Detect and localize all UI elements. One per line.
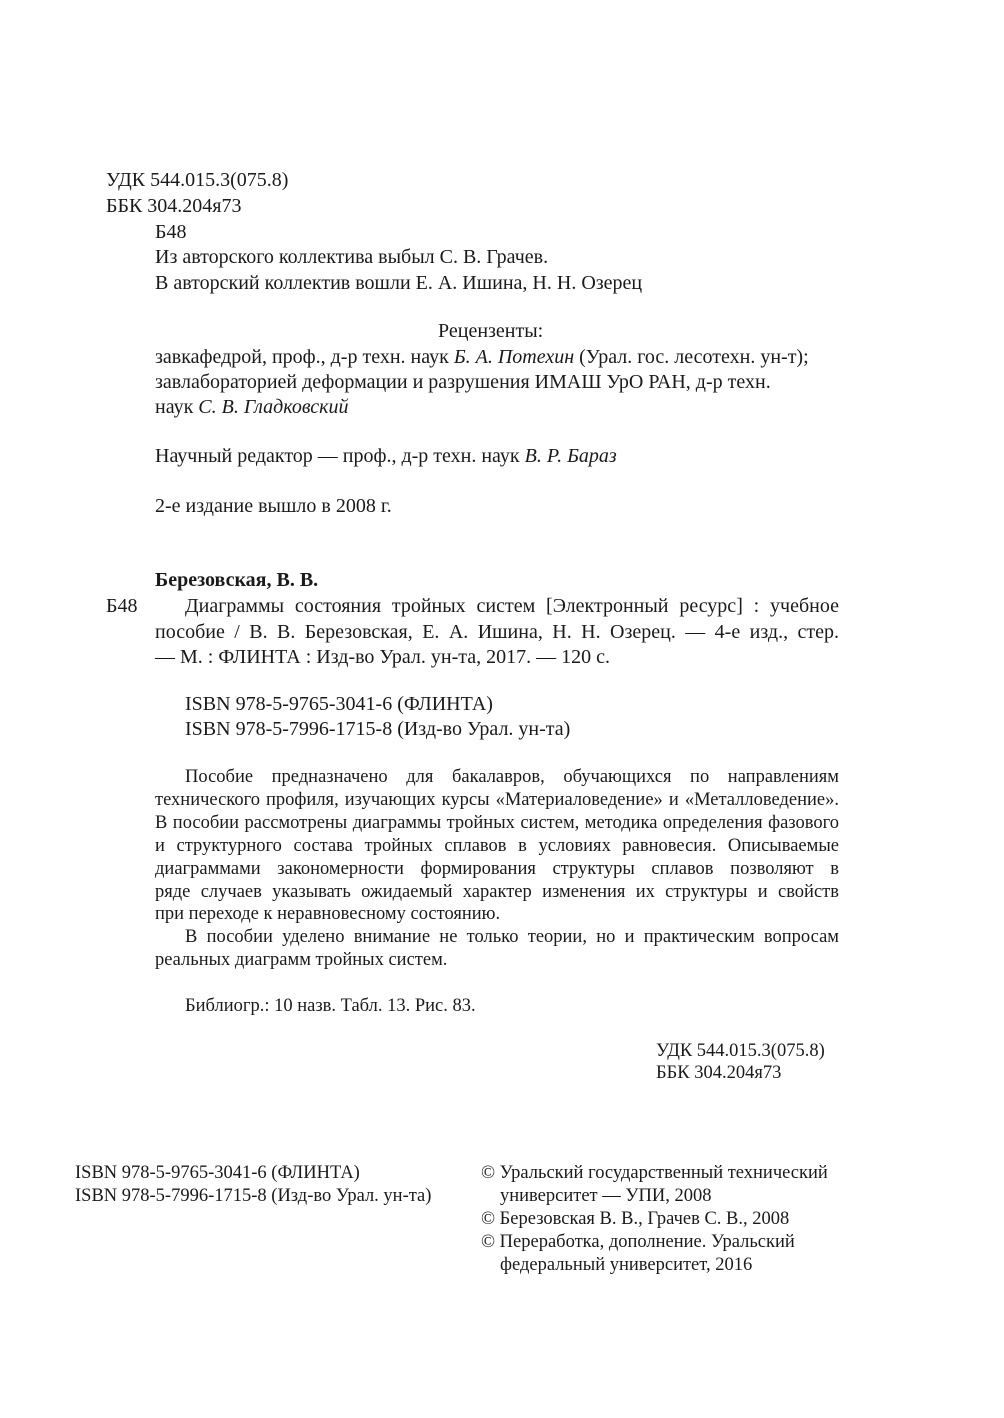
footer-isbn-ural: ISBN 978-5-7996-1715-8 (Изд-во Урал. ун-та): [75, 1186, 432, 1206]
reviewer-2-name: С. В. Гладковский: [198, 396, 349, 418]
scientific-editor: [155, 446, 617, 466]
udk-code-right: УДК 544.015.3(075.8): [656, 1041, 825, 1061]
reviewer-1-suffix: (Урал. гос. лесотехн. ун-т);: [574, 346, 809, 368]
bib-code: Б48: [106, 595, 138, 617]
isbn-ural: ISBN 978-5-7996-1715-8 (Изд-во Урал. ун-та): [185, 718, 571, 740]
bib-line-3: — М. : ФЛИНТА : Изд-во Урал. ун-та, 2017. — 120 с.: [155, 646, 610, 668]
abstract-line: и структурного состава тройных сплавов в условиях равновесия. Описываемые: [155, 836, 839, 856]
bbk-code-right: ББК 304.204я73: [656, 1063, 782, 1083]
abstract-line: диаграммами закономерности формирования структуры сплавов позволяют в: [155, 859, 839, 879]
reviewer-1: [155, 347, 809, 367]
abstract-line: Пособие предназначено для бакалавров, обучающихся по направлениям: [185, 767, 839, 787]
abstract-line: ряде случаев указывать ожидаемый характер изменения их структуры и свойств: [155, 882, 839, 902]
abstract-line: В пособии рассмотрены диаграммы тройных систем, методика определения фазового: [155, 813, 839, 833]
reviewer-2-line1: завлабораторией деформации и разрушения ИМАШ УрО РАН, д-р техн.: [155, 371, 771, 393]
editor-name: В. Р. Бараз: [524, 445, 617, 467]
isbn-flinta: ISBN 978-5-9765-3041-6 (ФЛИНТА): [185, 693, 493, 715]
reviewer-2-prefix: наук: [155, 396, 199, 418]
copyright-line: © Переработка, дополнение. Уральский: [481, 1232, 795, 1252]
reviewer-2-line2: [155, 397, 348, 417]
reviewer-1-prefix: завкафедрой, проф., д-р техн. наук: [155, 346, 454, 368]
bib-line-2: пособие / В. В. Березовская, Е. А. Ишина, Н. Н. Озерец. — 4-е изд., стер.: [155, 621, 839, 643]
abstract-line: реальных диаграмм тройных систем.: [155, 950, 448, 970]
author-code: Б48: [155, 221, 187, 243]
author-left-note: Из авторского коллектива выбыл С. В. Грачев.: [155, 246, 549, 268]
abstract-line: В пособии уделено внимание не только теории, но и практическим вопросам: [185, 927, 839, 947]
edition-note: 2-е издание вышло в 2008 г.: [155, 495, 392, 517]
bibliography-summary: Библиогр.: 10 назв. Табл. 13. Рис. 83.: [185, 996, 476, 1016]
reviewer-1-name: Б. А. Потехин: [453, 346, 575, 368]
copyright-line: федеральный университет, 2016: [500, 1255, 753, 1275]
copyright-line: © Березовская В. В., Грачев С. В., 2008: [481, 1209, 790, 1229]
bbk-code: ББК 304.204я73: [106, 195, 242, 217]
authors-joined-note: В авторский коллектив вошли Е. А. Ишина, Н. Н. Озерец: [155, 272, 643, 294]
footer-isbn-flinta: ISBN 978-5-9765-3041-6 (ФЛИНТА): [75, 1163, 360, 1183]
bib-line-1: Диаграммы состояния тройных систем [Электронный ресурс] : учебное: [185, 595, 839, 617]
udk-code: УДК 544.015.3(075.8): [106, 169, 289, 191]
copyright-line: © Уральский государственный технический: [481, 1163, 828, 1183]
abstract-line: при переходе к неравновесному состоянию.: [155, 904, 501, 924]
reviewers-title: Рецензенты:: [438, 320, 544, 342]
editor-prefix: Научный редактор — проф., д-р техн. наук: [155, 445, 525, 467]
bib-author: Березовская, В. В.: [155, 569, 319, 591]
copyright-line: университет — УПИ, 2008: [500, 1186, 712, 1206]
abstract-line: технического профиля, изучающих курсы «Материаловедение» и «Металловедение».: [155, 790, 839, 810]
